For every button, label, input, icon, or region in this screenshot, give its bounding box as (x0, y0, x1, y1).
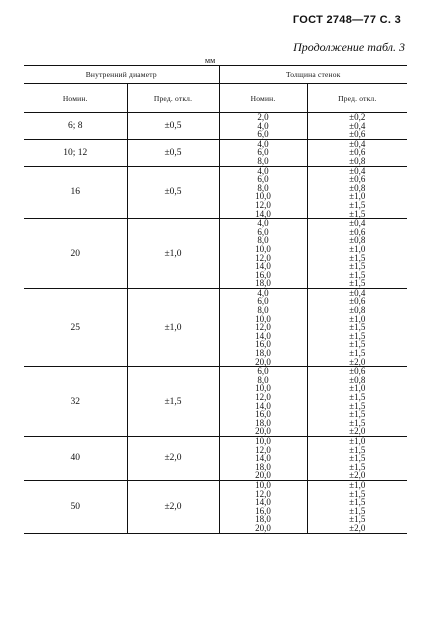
table-row (24, 288, 407, 366)
wall-thickness-deviation: ±0,4 (349, 287, 366, 298)
wall-thickness-deviation: ±1,0 (349, 435, 366, 446)
wall-thickness-deviation: ±1,5 (349, 409, 366, 420)
wall-thickness-deviation: ±0,4 (349, 218, 366, 229)
wall-thickness-deviation: ±1,5 (349, 348, 366, 359)
wall-thickness-nominal: 16,0 (255, 339, 271, 350)
header-inner-diameter: Внутренний диаметр (24, 66, 219, 84)
wall-thickness-nominal: 6,0 (257, 129, 269, 140)
header-wall-nominal: Номин. (219, 84, 307, 113)
wall-thickness-deviation: ±1,5 (349, 208, 366, 219)
wall-thickness-deviation: ±0,6 (349, 174, 366, 185)
wall-thickness-nominal: 4,0 (257, 120, 269, 131)
wall-thickness-deviation: ±1,5 (349, 488, 366, 499)
wall-thickness-nominal: 8,0 (257, 155, 269, 166)
wall-thickness-nominal-list (219, 113, 307, 140)
wall-thickness-nominal: 4,0 (257, 138, 269, 149)
wall-thickness-deviation: ±0,2 (349, 112, 366, 122)
wall-thickness-deviation: ±1,5 (349, 400, 366, 411)
wall-thickness-nominal: 4,0 (257, 287, 269, 298)
table-row (24, 139, 407, 166)
wall-thickness-nominal: 14,0 (255, 400, 271, 411)
wall-thickness-deviation: ±1,0 (349, 383, 366, 394)
table-row (24, 113, 407, 140)
wall-thickness-nominal: 10,0 (255, 313, 271, 324)
wall-thickness-deviation: ±0,8 (349, 155, 366, 166)
wall-thickness-nominal: 12,0 (255, 392, 271, 402)
inner-diameter-deviation: ±2,0 (127, 436, 219, 480)
inner-diameter-nominal: 20 (24, 219, 127, 289)
wall-thickness-nominal: 4,0 (257, 165, 269, 176)
wall-thickness-nominal: 14,0 (255, 261, 271, 272)
wall-thickness-deviation-list (307, 139, 407, 166)
wall-thickness-deviation: ±0,8 (349, 305, 366, 316)
wall-thickness-deviation: ±0,6 (349, 147, 366, 158)
wall-thickness-deviation: ±0,6 (349, 129, 366, 140)
header-wall-thickness: Толщина стенок (219, 66, 407, 84)
table-row (24, 367, 407, 437)
wall-thickness-deviation: ±1,5 (349, 497, 366, 508)
wall-thickness-deviation: ±0,4 (349, 138, 366, 149)
inner-diameter-deviation: ±1,5 (127, 367, 219, 437)
wall-thickness-nominal: 14,0 (255, 453, 271, 464)
wall-thickness-nominal: 10,0 (255, 435, 271, 446)
wall-thickness-nominal-list (219, 436, 307, 480)
inner-diameter-nominal: 10; 12 (24, 139, 127, 166)
wall-thickness-deviation: ±1,5 (349, 339, 366, 350)
wall-thickness-deviation: ±1,5 (349, 330, 366, 341)
header-inner-nominal: Номин. (24, 84, 127, 113)
wall-thickness-nominal: 16,0 (255, 269, 271, 280)
table-row (24, 219, 407, 289)
wall-thickness-nominal-list (219, 367, 307, 437)
wall-thickness-deviation: ±1,5 (349, 461, 366, 472)
wall-thickness-nominal: 12,0 (255, 252, 271, 263)
wall-thickness-deviation: ±0,4 (349, 165, 366, 176)
wall-thickness-deviation: ±1,5 (349, 322, 366, 333)
wall-thickness-deviation: ±0,4 (349, 120, 366, 131)
wall-thickness-deviation: ±1,5 (349, 261, 366, 272)
wall-thickness-deviation-list (307, 113, 407, 140)
wall-thickness-deviation: ±1,5 (349, 514, 366, 525)
wall-thickness-deviation-list (307, 367, 407, 437)
wall-thickness-nominal: 12,0 (255, 444, 271, 455)
wall-thickness-nominal-list (219, 288, 307, 366)
wall-thickness-deviation: ±1,0 (349, 313, 366, 324)
table-row (24, 166, 407, 219)
wall-thickness-nominal: 18,0 (255, 348, 271, 359)
wall-thickness-nominal: 18,0 (255, 417, 271, 428)
dimensions-table (24, 65, 407, 534)
wall-thickness-deviation: ±1,0 (349, 243, 366, 254)
table-body (24, 113, 407, 534)
table-row (24, 480, 407, 533)
wall-thickness-deviation: ±1,0 (349, 479, 366, 490)
wall-thickness-nominal: 12,0 (255, 199, 271, 210)
wall-thickness-nominal: 6,0 (257, 174, 269, 185)
inner-diameter-nominal: 16 (24, 166, 127, 219)
wall-thickness-deviation: ±2,0 (349, 522, 366, 533)
wall-thickness-deviation: ±0,6 (349, 296, 366, 307)
table-continuation-label: Продолжение табл. 3 (293, 40, 405, 54)
wall-thickness-deviation: ±1,5 (349, 417, 366, 428)
wall-thickness-deviation: ±0,8 (349, 374, 366, 385)
wall-thickness-nominal-list (219, 139, 307, 166)
wall-thickness-nominal: 16,0 (255, 505, 271, 516)
wall-thickness-nominal: 2,0 (257, 112, 269, 122)
wall-thickness-nominal-list (219, 166, 307, 219)
wall-thickness-deviation: ±2,0 (349, 356, 366, 367)
wall-thickness-deviation: ±1,5 (349, 505, 366, 516)
wall-thickness-deviation: ±1,5 (349, 252, 366, 263)
inner-diameter-nominal: 50 (24, 480, 127, 533)
wall-thickness-deviation: ±1,5 (349, 392, 366, 402)
wall-thickness-deviation: ±0,8 (349, 182, 366, 193)
wall-thickness-nominal: 8,0 (257, 305, 269, 316)
wall-thickness-deviation: ±0,8 (349, 235, 366, 246)
unit-label: мм (205, 56, 216, 65)
document-code: ГОСТ 2748—77 С. 3 (292, 14, 401, 26)
inner-diameter-deviation: ±0,5 (127, 139, 219, 166)
wall-thickness-deviation: ±1,0 (349, 191, 366, 202)
wall-thickness-deviation: ±1,5 (349, 199, 366, 210)
wall-thickness-nominal: 18,0 (255, 514, 271, 525)
wall-thickness-nominal: 10,0 (255, 479, 271, 490)
wall-thickness-nominal: 20,0 (255, 522, 271, 533)
wall-thickness-deviation: ±1,5 (349, 269, 366, 280)
inner-diameter-nominal: 32 (24, 367, 127, 437)
wall-thickness-deviation-list (307, 219, 407, 289)
wall-thickness-deviation-list (307, 480, 407, 533)
wall-thickness-nominal-list (219, 480, 307, 533)
inner-diameter-deviation: ±0,5 (127, 166, 219, 219)
wall-thickness-deviation: ±0,6 (349, 366, 366, 377)
inner-diameter-deviation: ±1,0 (127, 288, 219, 366)
table-row (24, 436, 407, 480)
wall-thickness-nominal: 6,0 (257, 226, 269, 237)
wall-thickness-nominal: 8,0 (257, 374, 269, 385)
inner-diameter-deviation: ±2,0 (127, 480, 219, 533)
wall-thickness-nominal: 14,0 (255, 497, 271, 508)
wall-thickness-deviation-list (307, 166, 407, 219)
wall-thickness-nominal: 10,0 (255, 191, 271, 202)
inner-diameter-deviation: ±1,0 (127, 219, 219, 289)
wall-thickness-nominal-list (219, 219, 307, 289)
wall-thickness-deviation: ±1,5 (349, 278, 366, 289)
wall-thickness-nominal: 14,0 (255, 330, 271, 341)
wall-thickness-nominal: 16,0 (255, 409, 271, 420)
wall-thickness-deviation: ±1,5 (349, 453, 366, 464)
wall-thickness-nominal: 8,0 (257, 235, 269, 246)
inner-diameter-deviation: ±0,5 (127, 113, 219, 140)
inner-diameter-nominal: 40 (24, 436, 127, 480)
inner-diameter-nominal: 6; 8 (24, 113, 127, 140)
wall-thickness-nominal: 8,0 (257, 182, 269, 193)
wall-thickness-nominal: 6,0 (257, 147, 269, 158)
wall-thickness-nominal: 14,0 (255, 208, 271, 219)
wall-thickness-nominal: 12,0 (255, 488, 271, 499)
wall-thickness-deviation: ±2,0 (349, 426, 366, 437)
inner-diameter-nominal: 25 (24, 288, 127, 366)
wall-thickness-nominal: 20,0 (255, 356, 271, 367)
wall-thickness-deviation-list (307, 436, 407, 480)
wall-thickness-nominal: 6,0 (257, 366, 269, 377)
wall-thickness-nominal: 18,0 (255, 461, 271, 472)
wall-thickness-deviation: ±0,6 (349, 226, 366, 237)
wall-thickness-nominal: 10,0 (255, 383, 271, 394)
wall-thickness-deviation: ±2,0 (349, 470, 366, 481)
wall-thickness-nominal: 20,0 (255, 470, 271, 481)
wall-thickness-nominal: 6,0 (257, 296, 269, 307)
wall-thickness-nominal: 20,0 (255, 426, 271, 437)
header-inner-deviation: Пред. откл. (127, 84, 219, 113)
wall-thickness-nominal: 18,0 (255, 278, 271, 289)
wall-thickness-nominal: 10,0 (255, 243, 271, 254)
wall-thickness-deviation-list (307, 288, 407, 366)
wall-thickness-deviation: ±1,5 (349, 444, 366, 455)
wall-thickness-nominal: 12,0 (255, 322, 271, 333)
wall-thickness-nominal: 4,0 (257, 218, 269, 229)
header-wall-deviation: Пред. откл. (307, 84, 407, 113)
